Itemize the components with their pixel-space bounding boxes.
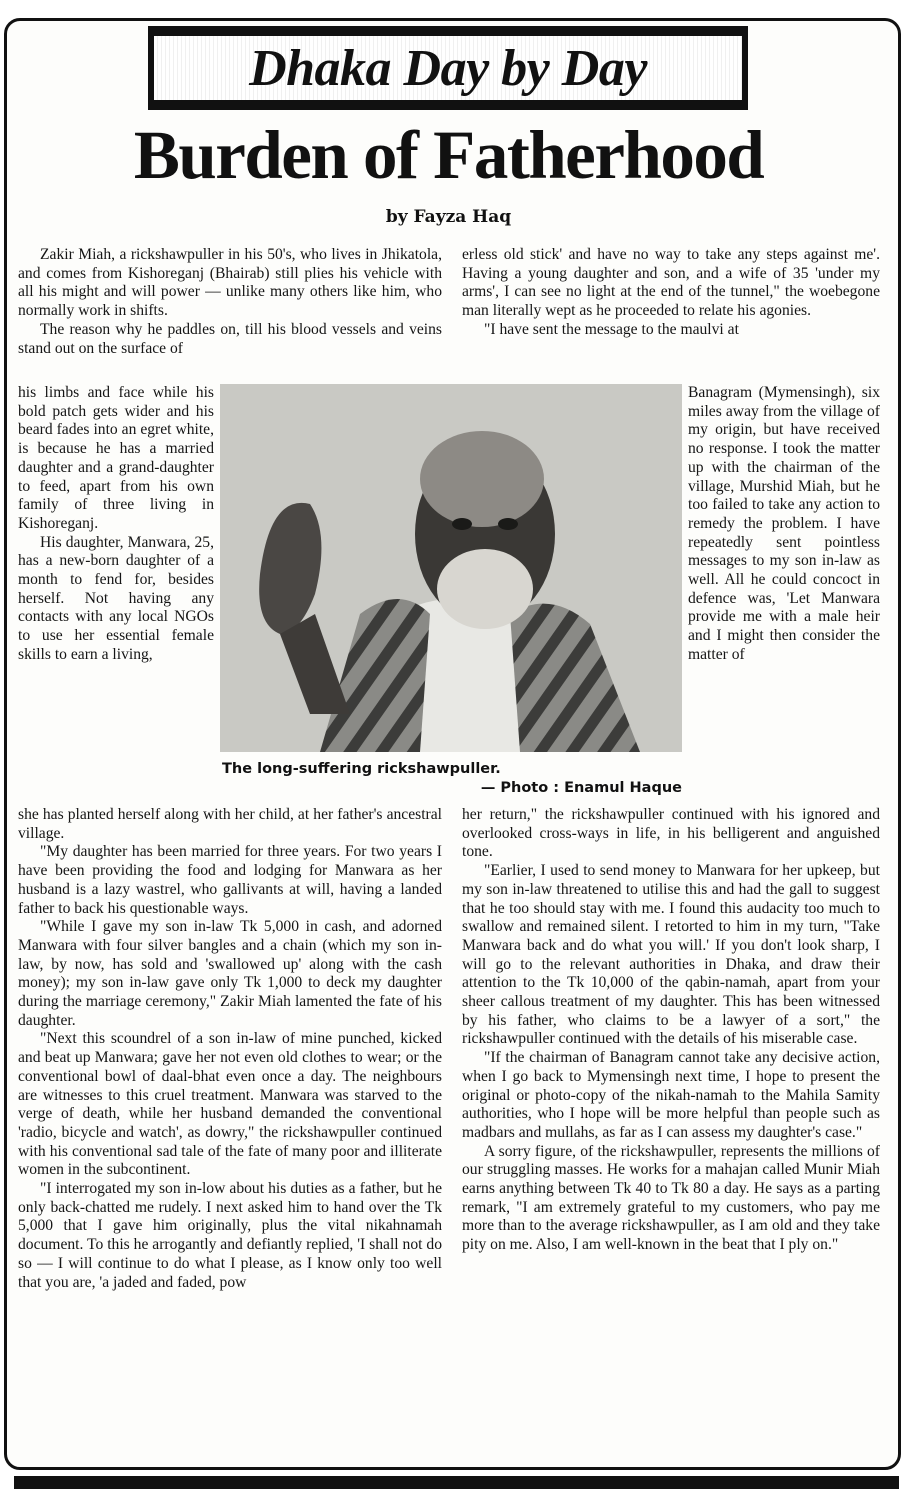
next-article-strip bbox=[14, 1476, 899, 1489]
paragraph: "While I gave my son in-law Tk 5,000 in cash, and adorned Manwara with four silver bangles and a chain (which my son in-law, by now, has sold and 'swallowed up' along with the cash money); my son in-law gave only Tk 1,000 to deck my daughter during the marriage ceremony," Zakir Miah lamented the fate of his daughter. bbox=[18, 918, 442, 1029]
paragraph: Banagram (Mymensingh), six miles away from the village of my origin, but have received no response. I took the matter up with the chairman of the village, Murshid Miah, but he too failed to take any action to remedy the problem. I have repeatedly sent pointless messages to my son in-law as well. All he could concoct in defence was, 'Let Manwara provide me with a male heir and I might then consider the matter of bbox=[688, 384, 880, 663]
paragraph: her return," the rickshawpuller continued with his ignored and overlooked cross-ways in life, in his belligerent and anguished tone. bbox=[462, 806, 880, 861]
paragraph: "I interrogated my son in-low about his duties as a father, but he only back-chatted me rudely. I next asked him to hand over the Tk 5,000 that I gave him originally, plus the vital nikahnamah document. To this he arrogantly and defiantly replied, 'I shall not do so — I will continue to do what I please, as I know only too well that you are, 'a jaded and faded, pow bbox=[18, 1180, 442, 1291]
paragraph: A sorry figure, of the rickshawpuller, represents the millions of our struggling masses. He works for a mahajan called Munir Miah earns anything between Tk 40 to Tk 80 a day. He says as a parting remark, "I am extremely grateful to my customers, who pay me more than to the average rickshawpuller, as I am old and they take pity on me. Also, I am well-known in the beat that I ply on." bbox=[462, 1142, 880, 1254]
photo-caption bbox=[222, 760, 682, 798]
column-right-wrap bbox=[688, 384, 880, 665]
paragraph: erless old stick' and have no way to take any steps against me'. Having a young daughter and son, and a wife of 35 'under my arms', I can see no light at the end of the tunnel," the woebegone man literally wept as he proceeded to relate his agonies. bbox=[462, 246, 880, 320]
paragraph: she has planted herself along with her child, at her father's ancestral village. bbox=[18, 806, 442, 842]
column-left-top bbox=[18, 246, 442, 358]
headline: Burden of Fatherhood bbox=[133, 117, 764, 193]
paragraph: "Earlier, I used to send money to Manwara for her upkeep, but my son in-law threatened to utilise this and had the gall to suggest that he too should stay with me. I found this audacity too much to swallow and remained silent. I retorted to him in my turn, "Take Manwara back and do what you will.' If you don't look sharp, I will go to the relevant authorities in Dhaka, and draw their attention to the Tk 10,000 of the qabin-namah, apart from your sheer callous treatment of my daughter. This has been witnessed by his father, who claims to be a lawyer of a sort," the rickshawpuller continued with the details of his miserable case. bbox=[462, 862, 880, 1048]
photo-credit: — Photo : Enamul Haque bbox=[480, 780, 682, 796]
caption-text: The long-suffering rickshawpuller. bbox=[222, 761, 501, 777]
paragraph: His daughter, Manwara, 25, has a new-born daughter of a month to fend for, besides herself. Not having any contacts with any local NGOs to use her essential female skills to earn a living, bbox=[18, 533, 214, 663]
paragraph: "I have sent the message to the maulvi at bbox=[484, 320, 739, 338]
column-left-wrap bbox=[18, 384, 214, 665]
paragraph: The reason why he paddles on, till his blood vessels and veins stand out on the surface of bbox=[18, 320, 442, 357]
byline: by Fayza Haq bbox=[385, 207, 512, 227]
paragraph: "If the chairman of Banagram cannot take any decisive action, when I go back to Mymensingh next time, I hope to present the original or photo-copy of the nikah-namah to the Mahila Samity authorities, who I hope will be more helpful than people such as madbars and mullahs, as far as I can assess my daughter's case." bbox=[462, 1049, 880, 1141]
portrait-illustration bbox=[220, 384, 682, 752]
column-right-bottom bbox=[462, 806, 880, 1255]
paragraph: "Next this scoundrel of a son in-law of mine punched, kicked and beat up Manwara; gave her not even old clothes to wear; or the conventional bowl of daal-bhat even once a day. The neighbours are witnesses to this cruel treatment. Manwara was starved to the verge of death, while her husband demanded the conventional 'radio, bicycle and watch', as dowry," the rickshawpuller continued with his conventional sad tale of the fate of many poor and illiterate women in the subcontinent. bbox=[18, 1030, 442, 1179]
paragraph: Zakir Miah, a rickshawpuller in his 50's, who lives in Jhikatola, and comes from Kishoreganj (Bhairab) still plies his vehicle with all his might and will power — unlike many others like him, who normally work in shifts. bbox=[18, 246, 442, 320]
paragraph: "My daughter has been married for three years. For two years I have been providing the food and lodging for Manwara as her husband is a lazy wastrel, who gallivants at will, having a landed father to back his questionable ways. bbox=[18, 843, 442, 917]
section-kicker-text: Dhaka Day by Day bbox=[154, 36, 742, 100]
section-kicker bbox=[148, 26, 748, 110]
column-right-top bbox=[462, 246, 880, 340]
column-left-bottom bbox=[18, 806, 442, 1292]
rickshawpuller-photo bbox=[220, 384, 682, 752]
paragraph: his limbs and face while his bold patch gets wider and his beard fades into an egret white, is because he has a married daughter and a grand-daughter to feed, apart from his own family of three living in Kishoreganj. bbox=[18, 384, 214, 532]
